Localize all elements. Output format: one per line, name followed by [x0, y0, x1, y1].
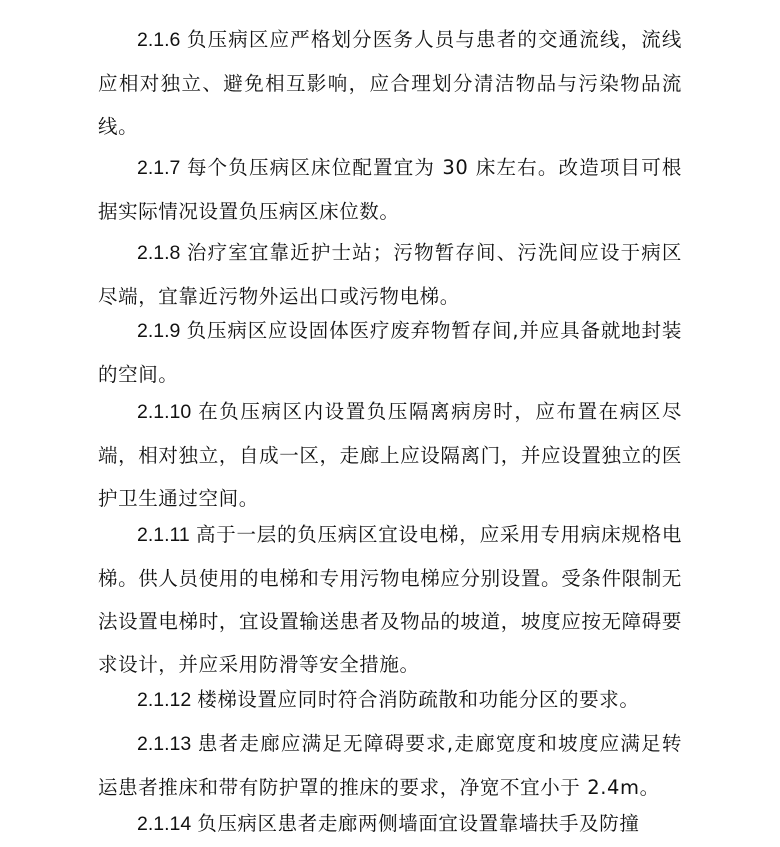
- clause-2-1-14: [98, 802, 682, 846]
- clause-text: 每个负压病区床位配置宜为 30 床左右。改造项目可根据实际情况设置负压病区床位数。: [98, 156, 682, 223]
- clause-number: 2.1.13: [137, 733, 192, 755]
- clause-text: 负压病区应设固体医疗废弃物暂存间,并应具备就地封装的空间。: [98, 319, 682, 386]
- clause-number: 2.1.6: [137, 29, 181, 51]
- clause-number: 2.1.9: [137, 320, 181, 342]
- clause-text: 楼梯设置应同时符合消防疏散和功能分区的要求。: [197, 688, 640, 711]
- clause-number: 2.1.12: [137, 689, 192, 711]
- clause-text: 患者走廊应满足无障碍要求,走廊宽度和坡度应满足转运患者推床和带有防护罩的推床的要求，净宽不宜小于 2.4m。: [98, 732, 682, 799]
- clause-2-1-11: [98, 513, 682, 686]
- clause-2-1-9: [98, 309, 682, 396]
- clause-number: 2.1.8: [137, 242, 181, 264]
- clause-2-1-6: [98, 18, 682, 148]
- clause-2-1-7: [98, 146, 682, 233]
- clause-text: 高于一层的负压病区宜设电梯，应采用专用病床规格电梯。供人员使用的电梯和专用污物电梯应分别设置。受条件限制无法设置电梯时，宜设置输送患者及物品的坡道，坡度应按无障碍要求设计，并应采用防滑等安全措施。: [98, 523, 682, 676]
- clause-number: 2.1.11: [137, 524, 190, 546]
- clause-2-1-10: [98, 390, 682, 520]
- clause-text: 治疗室宜靠近护士站；污物暂存间、污洗间应设于病区尽端，宜靠近污物外运出口或污物电梯。: [98, 241, 682, 308]
- clause-2-1-8: [98, 231, 682, 318]
- clause-number: 2.1.14: [137, 813, 192, 835]
- clause-text: 负压病区患者走廊两侧墙面宜设置靠墙扶手及防撞: [197, 812, 640, 835]
- clause-text: 在负压病区内设置负压隔离病房时，应布置在病区尽端，相对独立，自成一区，走廊上应设隔离门，并应设置独立的医护卫生通过空间。: [98, 400, 682, 510]
- clause-number: 2.1.10: [137, 401, 192, 423]
- clause-2-1-12: [98, 678, 682, 722]
- clause-2-1-13: [98, 722, 682, 809]
- clause-text: 负压病区应严格划分医务人员与患者的交通流线，流线应相对独立、避免相互影响，应合理划分清洁物品与污染物品流线。: [98, 28, 682, 138]
- clause-number: 2.1.7: [137, 157, 181, 179]
